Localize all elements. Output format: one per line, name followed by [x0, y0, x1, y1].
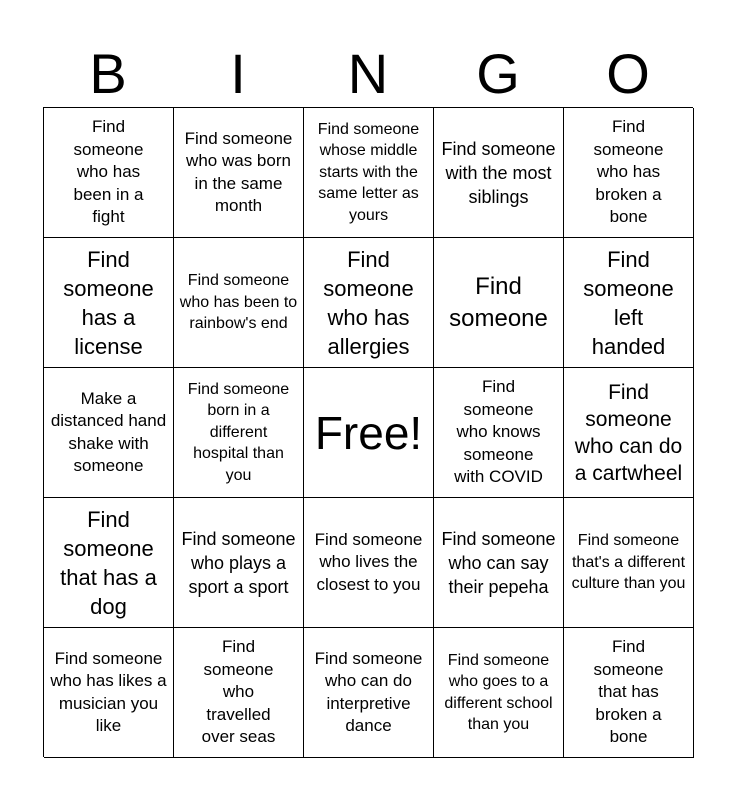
bingo-header [43, 40, 693, 108]
cell-text: Find someone who can do a cartwheel [574, 380, 683, 485]
bingo-cell[interactable] [44, 238, 174, 368]
bingo-cell[interactable] [564, 238, 694, 368]
bingo-cell[interactable] [174, 628, 304, 758]
bingo-cell[interactable] [44, 628, 174, 758]
cell-text: Make a distanced hand shake with someone [50, 388, 167, 475]
cell-text: Find someone that has broken a bone [593, 637, 664, 747]
cell-text: Find someone who lives the closest to you [314, 529, 423, 594]
cell-text: Find someone who can do interpretive dance [314, 648, 423, 735]
cell-text: Find someone with the most siblings [441, 138, 556, 207]
cell-text: Find someone left handed [583, 246, 674, 359]
cell-text: Find someone who has been to rainbow's end [179, 272, 298, 333]
bingo-cell[interactable] [174, 368, 304, 498]
bingo-cell[interactable] [304, 108, 434, 238]
bingo-cell[interactable] [174, 238, 304, 368]
bingo-cell[interactable] [304, 238, 434, 368]
bingo-cell[interactable] [434, 368, 564, 498]
bingo-board [43, 107, 693, 757]
cell-text: Find someone born in a different hospital than you [187, 380, 290, 484]
header-letter-b: B [89, 42, 127, 105]
bingo-cell[interactable] [564, 628, 694, 758]
bingo-cell[interactable] [564, 108, 694, 238]
header-letter-g: G [476, 42, 520, 105]
bingo-cell[interactable] [434, 498, 564, 628]
bingo-cell[interactable] [434, 238, 564, 368]
bingo-cell[interactable] [434, 628, 564, 758]
bingo-cell[interactable] [174, 498, 304, 628]
cell-text: Find someone who plays a sport a sport [181, 528, 296, 597]
header-letter-o: O [606, 42, 650, 105]
bingo-cell[interactable] [304, 498, 434, 628]
bingo-cell[interactable] [564, 368, 694, 498]
bingo-cell[interactable] [44, 498, 174, 628]
cell-text: Find someone has a license [63, 246, 154, 359]
cell-text: Find someone who goes to a different school than you [444, 651, 553, 733]
header-letter-n: N [347, 42, 389, 105]
header-letter-i: I [230, 42, 246, 105]
cell-text: Find someone who has allergies [323, 246, 414, 359]
cell-text: Find someone who has broken a bone [593, 117, 664, 227]
cell-text: Find someone who knows someone with COVID [454, 377, 543, 487]
free-cell[interactable] [304, 368, 434, 498]
bingo-cell[interactable] [44, 368, 174, 498]
cell-text: Find someone that's a different culture than you [571, 532, 686, 593]
bingo-cell[interactable] [174, 108, 304, 238]
cell-text: Find someone who was born in the same month [184, 128, 293, 215]
bingo-cell[interactable] [434, 108, 564, 238]
cell-text: Find someone who has likes a musician you like [50, 648, 167, 735]
cell-text: Find someone who can say their pepeha [441, 528, 556, 597]
cell-text: Find someone who travelled over seas [201, 637, 276, 747]
cell-text: Find someone [449, 272, 548, 332]
bingo-cell[interactable] [44, 108, 174, 238]
cell-text: Find someone who has been in a fight [73, 117, 144, 227]
cell-text: Find someone whose middle starts with the same letter as yours [317, 120, 420, 224]
bingo-cell[interactable] [304, 628, 434, 758]
bingo-cell[interactable] [564, 498, 694, 628]
free-cell-text: Free! [314, 406, 423, 459]
cell-text: Find someone that has a dog [60, 506, 157, 619]
